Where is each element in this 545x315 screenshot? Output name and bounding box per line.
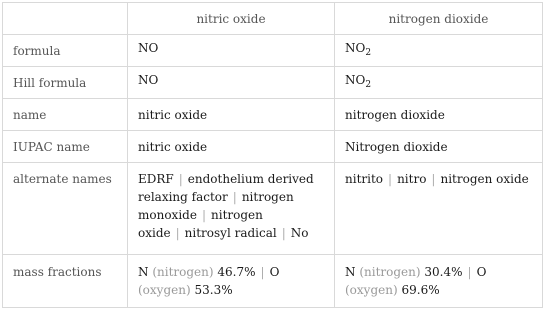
- row-label-formula: formula: [3, 35, 128, 67]
- formula-base: NO: [345, 73, 366, 87]
- iupac-name-nitrogen-dioxide: Nitrogen dioxide: [335, 131, 543, 163]
- header-nitric-oxide: nitric oxide: [128, 3, 335, 35]
- row-label-alternate-names: alternate names: [3, 163, 128, 255]
- row-alternate-names: [3, 163, 543, 255]
- row-label-mass-fractions: mass fractions: [3, 255, 128, 308]
- row-label-iupac-name: IUPAC name: [3, 131, 128, 163]
- element-symbol: N: [138, 265, 149, 279]
- alternate-names-nitric-oxide: [128, 163, 335, 255]
- mass-fraction-value: 46.7%: [217, 265, 256, 279]
- element-symbol: O: [476, 265, 487, 279]
- mass-fractions-nitric-oxide: [128, 255, 335, 308]
- alt-name: EDRF: [138, 172, 174, 186]
- row-hill-formula: [3, 67, 543, 99]
- properties-table: [2, 2, 543, 308]
- separator: |: [388, 172, 393, 186]
- element-name: (nitrogen): [359, 265, 421, 279]
- formula-base: NO: [138, 73, 159, 87]
- separator: |: [175, 226, 180, 240]
- mass-fraction-value: 53.3%: [194, 283, 233, 297]
- formula-subscript: 2: [365, 48, 372, 58]
- alt-name: nitrogen oxide: [138, 208, 263, 240]
- element-name: (nitrogen): [152, 265, 214, 279]
- separator: |: [260, 265, 265, 279]
- element-name: (oxygen): [138, 283, 191, 297]
- alternate-names-nitrogen-dioxide: [335, 163, 543, 255]
- mass-fraction-value: 69.6%: [401, 283, 440, 297]
- row-iupac-name: [3, 131, 543, 163]
- alt-name: nitro: [397, 172, 427, 186]
- separator: |: [467, 265, 472, 279]
- formula-subscript: 2: [365, 80, 372, 90]
- header-row: [3, 3, 543, 35]
- alt-name: nitrogen monoxide: [138, 190, 294, 222]
- formula-nitrogen-dioxide: [335, 35, 543, 67]
- mass-fraction-value: 30.4%: [424, 265, 463, 279]
- alt-name: nitrogen oxide: [440, 172, 529, 186]
- separator: |: [201, 208, 206, 222]
- separator: |: [232, 190, 237, 204]
- alt-name: nitrosyl radical: [184, 226, 277, 240]
- hill-formula-nitrogen-dioxide: [335, 67, 543, 99]
- row-name: [3, 99, 543, 131]
- formula-base: NO: [345, 41, 366, 55]
- header-nitrogen-dioxide: nitrogen dioxide: [335, 3, 543, 35]
- separator: |: [431, 172, 436, 186]
- alt-name: endothelium derived relaxing factor: [138, 172, 314, 204]
- name-nitric-oxide: nitric oxide: [128, 99, 335, 131]
- formula-base: NO: [138, 41, 159, 55]
- mass-fractions-nitrogen-dioxide: [335, 255, 543, 308]
- header-empty-cell: [3, 3, 128, 35]
- row-formula: [3, 35, 543, 67]
- row-label-hill-formula: Hill formula: [3, 67, 128, 99]
- hill-formula-nitric-oxide: [128, 67, 335, 99]
- alt-name: No: [290, 226, 309, 240]
- row-label-name: name: [3, 99, 128, 131]
- element-name: (oxygen): [345, 283, 398, 297]
- alt-name: nitrito: [345, 172, 384, 186]
- separator: |: [281, 226, 286, 240]
- iupac-name-nitric-oxide: nitric oxide: [128, 131, 335, 163]
- separator: |: [178, 172, 183, 186]
- name-nitrogen-dioxide: nitrogen dioxide: [335, 99, 543, 131]
- row-mass-fractions: [3, 255, 543, 308]
- element-symbol: O: [269, 265, 280, 279]
- element-symbol: N: [345, 265, 356, 279]
- formula-nitric-oxide: [128, 35, 335, 67]
